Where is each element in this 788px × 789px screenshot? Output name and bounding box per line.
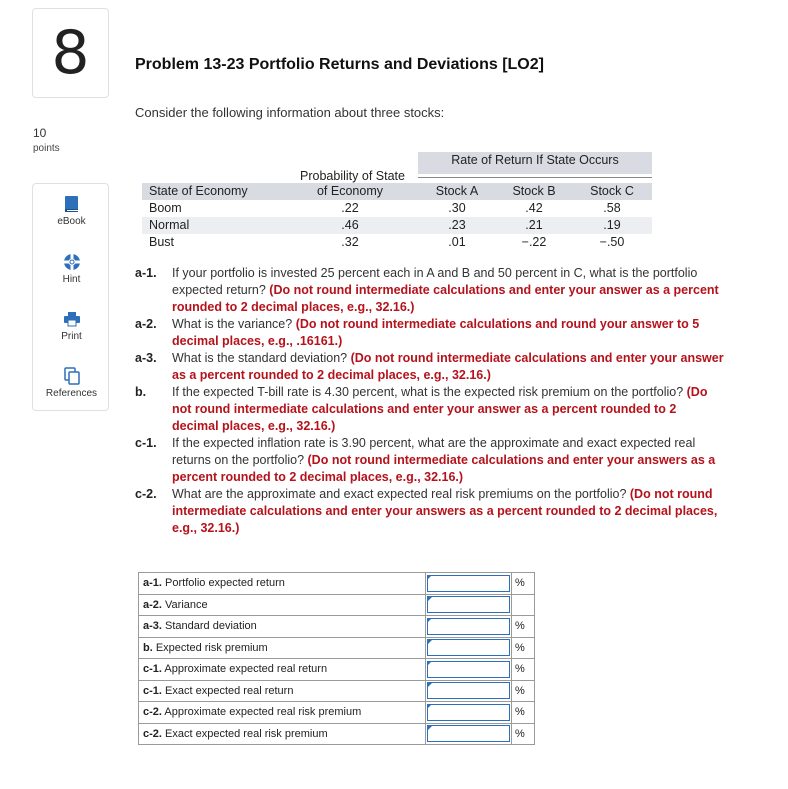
table-row <box>142 234 652 251</box>
cell-state: Bust <box>149 235 175 249</box>
answer-table <box>138 572 535 745</box>
question-text: What is the variance? <box>172 317 293 331</box>
question-text: What are the approximate and exact expected real risk premiums on the portfolio? <box>172 487 627 501</box>
hint-button[interactable] <box>33 252 110 285</box>
input-flag-icon <box>428 575 432 579</box>
question-list <box>135 265 725 537</box>
header-stock-a: Stock A <box>435 184 479 198</box>
cell-state: Boom <box>149 201 182 215</box>
question-item <box>135 350 725 384</box>
answer-prefix: a-1. <box>143 577 162 590</box>
variance-input[interactable] <box>427 596 510 613</box>
answer-unit: % <box>512 616 535 638</box>
question-instruction: (Do not round intermediate calculations and enter your answer as a percent rounded to 2 decimal places, e.g., 32.16.) <box>172 351 724 382</box>
input-flag-icon <box>428 618 432 622</box>
question-label: a-1. <box>135 266 157 280</box>
question-instruction: (Do not round intermediate calculations and round your answer to 5 decimal places, e.g., .16161.) <box>172 317 700 348</box>
problem-title: Problem 13-23 Portfolio Returns and Deviations [LO2] <box>135 56 544 73</box>
question-number: 8 <box>51 18 90 88</box>
cell-stock-b: −.22 <box>521 235 547 249</box>
cell-stock-a: .01 <box>448 235 466 249</box>
cell-state: Normal <box>149 218 190 232</box>
answer-unit: % <box>512 680 535 702</box>
answer-prefix: a-3. <box>143 620 162 633</box>
answer-row <box>139 573 535 595</box>
probability-header: Probability of State <box>300 169 405 183</box>
question-label: c-2. <box>135 487 157 501</box>
header-rule <box>418 177 652 178</box>
answer-unit: % <box>512 702 535 724</box>
answer-label: Approximate expected real risk premium <box>164 706 362 719</box>
input-flag-icon <box>428 597 432 601</box>
points-value: 10 <box>33 126 47 140</box>
print-button[interactable] <box>33 309 110 342</box>
intro-text: Consider the following information about three stocks: <box>135 105 445 120</box>
cell-stock-a: .23 <box>448 218 466 232</box>
table-row <box>142 200 652 217</box>
table-header-row <box>142 183 652 200</box>
exact-real-return-input[interactable] <box>427 682 510 699</box>
answer-unit: % <box>512 573 535 595</box>
answer-row <box>139 594 535 616</box>
question-text: If your portfolio is invested 25 percent each in A and B and 50 percent in C, what is the portfolio expected return? <box>172 266 698 297</box>
cell-stock-c: −.50 <box>599 235 625 249</box>
question-item <box>135 265 725 316</box>
cell-stock-b: .42 <box>525 201 543 215</box>
question-label: a-2. <box>135 317 157 331</box>
header-stock-b: Stock B <box>512 184 556 198</box>
tool-panel <box>32 183 109 411</box>
answer-prefix: c-2. <box>143 706 162 719</box>
hint-label: Hint <box>62 274 81 285</box>
cell-stock-a: .30 <box>448 201 466 215</box>
table-row <box>142 217 652 234</box>
answer-unit <box>512 594 535 616</box>
question-item <box>135 486 725 537</box>
input-flag-icon <box>428 683 432 687</box>
cell-stock-b: .21 <box>525 218 543 232</box>
question-number-box <box>32 8 109 98</box>
question-text: If the expected T-bill rate is 4.30 percent, what is the expected risk premium on the portfolio? <box>172 385 684 399</box>
answer-unit: % <box>512 723 535 745</box>
input-flag-icon <box>428 640 432 644</box>
ebook-label: eBook <box>57 216 86 227</box>
question-text: What is the standard deviation? <box>172 351 348 365</box>
question-instruction: (Do not round intermediate calculations and enter your answers as a percent rounded to 2 decimal places, e.g., 32.16.) <box>172 453 716 484</box>
question-instruction: (Do not round intermediate calculations and enter your answer as a percent rounded to 2 decimal places, e.g., 32.16.) <box>172 385 708 433</box>
exact-real-risk-premium-input[interactable] <box>427 725 510 742</box>
print-label: Print <box>61 331 82 342</box>
cell-prob: .32 <box>341 235 359 249</box>
cell-prob: .22 <box>341 201 359 215</box>
question-item <box>135 384 725 435</box>
printer-icon <box>62 309 82 329</box>
input-flag-icon <box>428 726 432 730</box>
answer-row <box>139 702 535 724</box>
header-state: State of Economy <box>149 184 248 198</box>
portfolio-expected-return-input[interactable] <box>427 575 510 592</box>
answer-label: Exact expected real return <box>165 684 294 697</box>
standard-deviation-input[interactable] <box>427 618 510 635</box>
answer-unit: % <box>512 637 535 659</box>
documents-icon <box>62 366 82 386</box>
references-label: References <box>45 388 98 399</box>
answer-prefix: a-2. <box>143 598 162 611</box>
question-label: a-3. <box>135 351 157 365</box>
header-prob: of Economy <box>316 184 383 198</box>
question-text: If the expected inflation rate is 3.90 percent, what are the approximate and exact expected real returns on the portfolio? <box>172 436 696 467</box>
answer-label: Exact expected real risk premium <box>165 727 328 740</box>
answer-prefix: c-1. <box>143 684 162 697</box>
answer-label: Portfolio expected return <box>165 577 285 590</box>
answer-row <box>139 680 535 702</box>
rate-of-return-header: Rate of Return If State Occurs <box>418 152 652 174</box>
answer-row <box>139 637 535 659</box>
references-button[interactable] <box>33 366 110 399</box>
answer-row <box>139 723 535 745</box>
ebook-button[interactable] <box>33 194 110 227</box>
cell-prob: .46 <box>341 218 359 232</box>
book-icon <box>62 194 82 214</box>
expected-risk-premium-input[interactable] <box>427 639 510 656</box>
answer-row <box>139 616 535 638</box>
header-stock-c: Stock C <box>590 184 634 198</box>
lifebuoy-icon <box>62 252 82 272</box>
answer-label: Standard deviation <box>165 620 257 633</box>
approximate-real-risk-premium-input[interactable] <box>427 704 510 721</box>
answer-prefix: c-2. <box>143 727 162 740</box>
question-label: c-1. <box>135 436 157 450</box>
answer-label: Variance <box>165 598 208 611</box>
cell-stock-c: .58 <box>603 201 621 215</box>
question-instruction: (Do not round intermediate calculations and enter your answers as a percent rounded to 2 decimal places, e.g., 32.16.) <box>172 487 718 535</box>
answer-unit: % <box>512 659 535 681</box>
question-item <box>135 316 725 350</box>
input-flag-icon <box>428 704 432 708</box>
answer-prefix: c-1. <box>143 663 162 676</box>
answer-label: Expected risk premium <box>155 641 268 654</box>
question-label: b. <box>135 385 147 399</box>
cell-stock-c: .19 <box>603 218 621 232</box>
answer-prefix: b. <box>143 641 153 654</box>
question-item <box>135 435 725 486</box>
question-instruction: (Do not round intermediate calculations and enter your answer as a percent rounded to 2 decimal places, e.g., 32.16.) <box>172 283 719 314</box>
answer-label: Approximate expected real return <box>164 663 328 676</box>
points-label: points <box>33 143 60 154</box>
input-flag-icon <box>428 661 432 665</box>
approximate-real-return-input[interactable] <box>427 661 510 678</box>
answer-row <box>139 659 535 681</box>
